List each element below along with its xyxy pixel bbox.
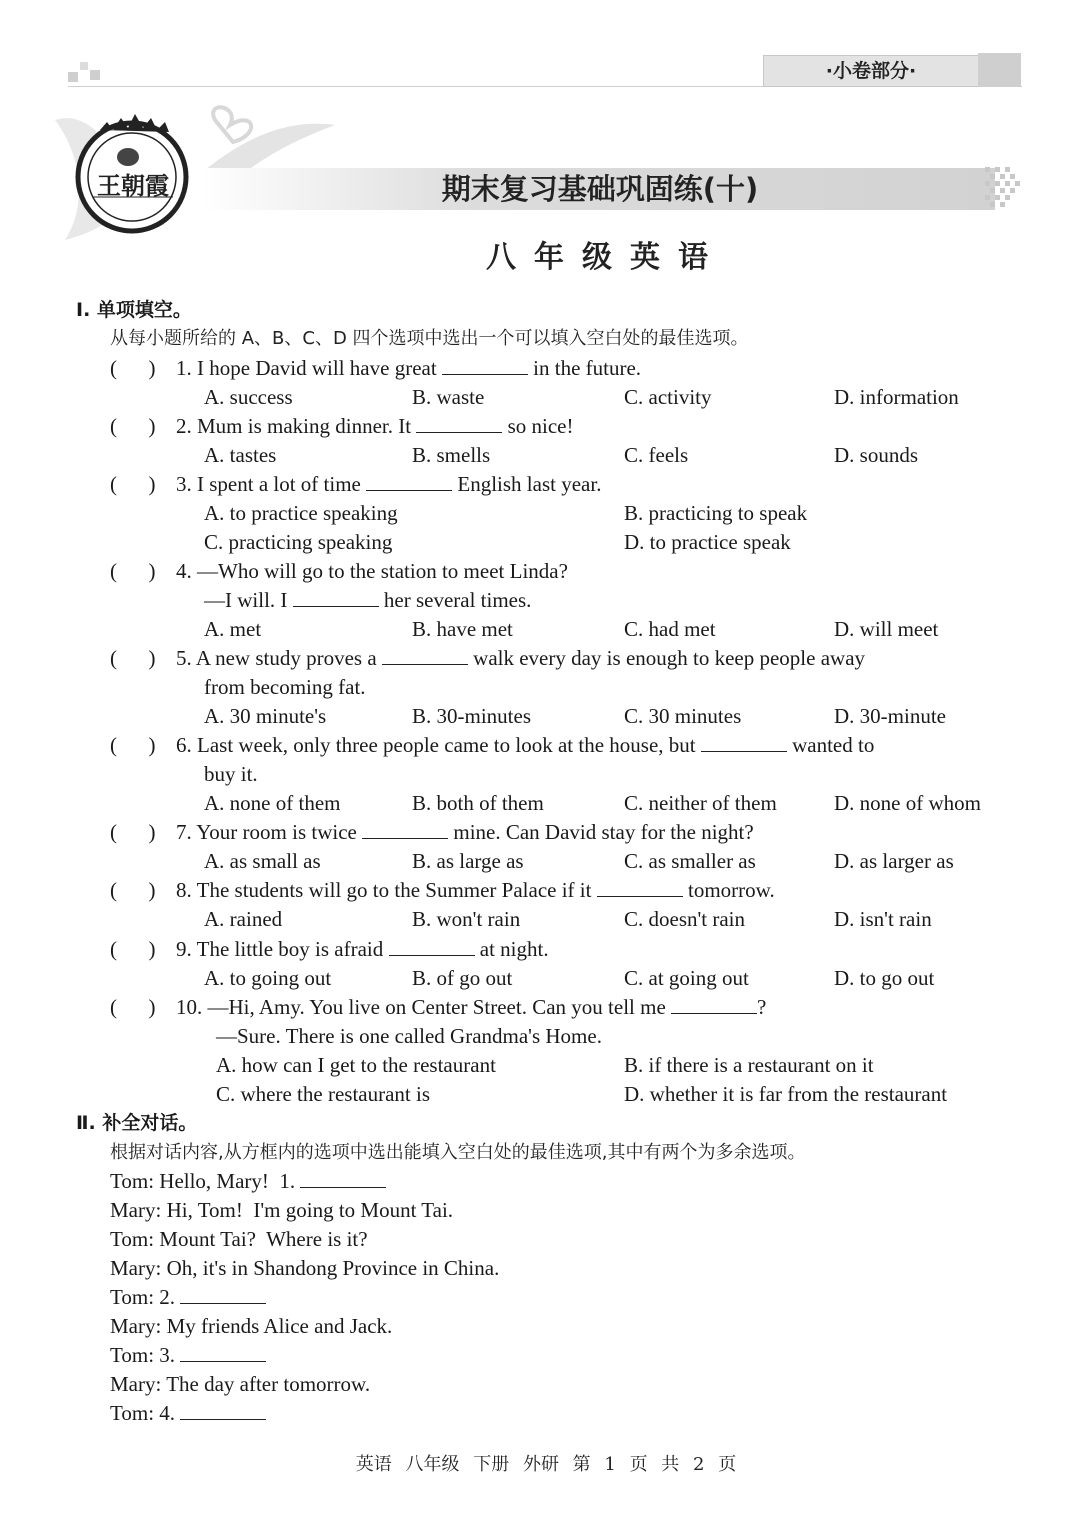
question-line	[176, 993, 766, 1022]
q4-option-c: C. had met	[624, 617, 716, 641]
dialogue-text: Tom: 3.	[110, 1343, 176, 1367]
q7-option-c: C. as smaller as	[624, 849, 756, 873]
q9-number: 9.	[176, 937, 192, 961]
q2-stem-end: so nice!	[507, 414, 574, 438]
q8-stem: The students will go to the Summer Palace if it	[196, 878, 592, 902]
question-line	[176, 557, 568, 586]
q5-blank	[382, 646, 468, 665]
q7-option-b: B. as large as	[412, 849, 524, 873]
page-title: 期末复习基础巩固练(十)	[441, 172, 759, 206]
q3-blank	[366, 472, 452, 491]
q3-stem-end: English last year.	[457, 472, 602, 496]
q6-option-b: B. both of them	[412, 791, 544, 815]
q6-option-a: A. none of them	[204, 791, 341, 815]
q10-stem-end: ?	[757, 995, 767, 1019]
logo-text: 王朝霞	[97, 171, 169, 200]
q8-paren: ( )	[110, 878, 156, 902]
q7-stem-end: mine. Can David stay for the night?	[453, 820, 754, 844]
dialogue-line: Tom: Mount Tai? Where is it?	[110, 1227, 368, 1251]
q9-stem: The little boy is afraid	[196, 937, 384, 961]
q6-stem: Last week, only three people came to look at the house, but	[197, 733, 696, 757]
corner-squares-decoration	[68, 62, 102, 86]
q7-number: 7.	[176, 820, 192, 844]
q2-blank	[416, 414, 502, 433]
q10-blank	[671, 995, 757, 1014]
q9-stem-end: at night.	[479, 937, 549, 961]
tag-block-decoration	[978, 53, 1021, 87]
q4-stem2: —I will. I	[204, 588, 288, 612]
q6-option-d: D. none of whom	[834, 791, 981, 815]
q6-paren: ( )	[110, 733, 156, 757]
q5-option-b: B. 30-minutes	[412, 704, 531, 728]
dialogue-line	[110, 1167, 386, 1196]
q9-option-a: A. to going out	[204, 966, 332, 990]
q2-option-c: C. feels	[624, 443, 689, 467]
q5-option-a: A. 30 minute's	[204, 704, 327, 728]
dialogue-line: Mary: Oh, it's in Shandong Province in China.	[110, 1256, 500, 1280]
dialogue-line: Mary: My friends Alice and Jack.	[110, 1314, 393, 1338]
q3-paren: ( )	[110, 472, 156, 496]
q7-stem: Your room is twice	[196, 820, 357, 844]
q8-option-a: A. rained	[204, 907, 283, 931]
page-footer: 英语 八年级 下册 外研 第 1 页 共 2 页	[355, 1454, 737, 1475]
q7-blank	[362, 820, 448, 839]
dialogue-blank-3	[180, 1343, 266, 1362]
q3-stem: I spent a lot of time	[197, 472, 361, 496]
dialogue-text: Tom: 4.	[110, 1401, 176, 1425]
q2-stem: Mum is making dinner. It	[197, 414, 412, 438]
q9-option-b: B. of go out	[412, 966, 513, 990]
q5-stem2: from becoming fat.	[204, 675, 366, 699]
q10-option-c: C. where the restaurant is	[216, 1082, 431, 1106]
q7-option-a: A. as small as	[204, 849, 321, 873]
section2-heading: Ⅱ. 补全对话。	[76, 1112, 198, 1134]
q8-stem-end: tomorrow.	[687, 878, 775, 902]
q1-paren: ( )	[110, 356, 156, 380]
q3-option-c: C. practicing speaking	[204, 530, 393, 554]
q10-option-d: D. whether it is far from the restaurant	[624, 1082, 948, 1106]
q3-number: 3.	[176, 472, 192, 496]
q2-option-b: B. smells	[412, 443, 491, 467]
section2-instruction: 根据对话内容,从方框内的选项中选出能填入空白处的最佳选项,其中有两个为多余选项。	[110, 1142, 806, 1163]
q4-blank	[293, 588, 379, 607]
q3-option-b: B. practicing to speak	[624, 501, 808, 525]
dialogue-blank-2	[180, 1285, 266, 1304]
q2-option-a: A. tastes	[204, 443, 277, 467]
dialogue-line: Mary: Hi, Tom! I'm going to Mount Tai.	[110, 1198, 454, 1222]
q6-stem2: buy it.	[204, 762, 258, 786]
dialogue-line	[110, 1399, 266, 1428]
dialogue-line	[110, 1283, 266, 1312]
q8-blank	[597, 878, 683, 897]
question-line	[176, 354, 641, 383]
dot-pattern-decoration	[985, 167, 1025, 211]
question-line	[176, 731, 874, 760]
q6-blank	[701, 733, 787, 752]
q8-option-b: B. won't rain	[412, 907, 521, 931]
q2-option-d: D. sounds	[834, 443, 919, 467]
q10-number: 10.	[176, 995, 203, 1019]
q1-option-a: A. success	[204, 385, 293, 409]
q7-option-d: D. as larger as	[834, 849, 954, 873]
q9-paren: ( )	[110, 937, 156, 961]
q1-number: 1.	[176, 356, 192, 380]
q4-number: 4.	[176, 559, 192, 583]
q10-option-a: A. how can I get to the restaurant	[216, 1053, 496, 1077]
q9-blank	[389, 937, 475, 956]
q1-option-d: D. information	[834, 385, 959, 409]
dialogue-blank-4	[180, 1401, 266, 1420]
q5-number: 5.	[176, 646, 192, 670]
question-line	[176, 935, 549, 964]
q1-stem: I hope David will have great	[197, 356, 437, 380]
q5-paren: ( )	[110, 646, 156, 670]
q1-stem-end: in the future.	[533, 356, 642, 380]
question-line	[176, 876, 775, 905]
q2-paren: ( )	[110, 414, 156, 438]
q1-option-b: B. waste	[412, 385, 485, 409]
q9-option-d: D. to go out	[834, 966, 935, 990]
dialogue-text: Tom: Hello, Mary! 1.	[110, 1169, 296, 1193]
q9-option-c: C. at going out	[624, 966, 749, 990]
q10-stem: —Hi, Amy. You live on Center Street. Can you tell me	[207, 995, 666, 1019]
q1-option-c: C. activity	[624, 385, 712, 409]
q5-option-d: D. 30-minute	[834, 704, 946, 728]
q10-stem2: —Sure. There is one called Grandma's Home.	[216, 1024, 602, 1048]
q2-number: 2.	[176, 414, 192, 438]
q8-option-c: C. doesn't rain	[624, 907, 746, 931]
q6-stem-end: wanted to	[792, 733, 875, 757]
q1-blank	[442, 356, 528, 375]
q3-option-d: D. to practice speak	[624, 530, 791, 554]
question-line	[204, 586, 531, 615]
dialogue-line	[110, 1341, 266, 1370]
q6-number: 6.	[176, 733, 192, 757]
q5-stem: A new study proves a	[195, 646, 377, 670]
dialogue-line: Mary: The day after tomorrow.	[110, 1372, 371, 1396]
q4-option-b: B. have met	[412, 617, 513, 641]
q4-paren: ( )	[110, 559, 156, 583]
dialogue-blank-1	[300, 1169, 386, 1188]
dialogue-text: Tom: 2.	[110, 1285, 176, 1309]
question-line	[176, 412, 573, 441]
section1-instruction: 从每小题所给的 A、B、C、D 四个选项中选出一个可以填入空白处的最佳选项。	[110, 328, 749, 349]
q4-option-a: A. met	[204, 617, 262, 641]
q10-option-b: B. if there is a restaurant on it	[624, 1053, 874, 1077]
question-line	[176, 644, 865, 673]
page-subtitle: 八年级英语	[486, 240, 726, 275]
q8-number: 8.	[176, 878, 192, 902]
section1-heading: Ⅰ. 单项填空。	[76, 299, 192, 321]
question-line	[176, 818, 754, 847]
q5-stem-end: walk every day is enough to keep people away	[473, 646, 866, 670]
q7-paren: ( )	[110, 820, 156, 844]
q4-stem: —Who will go to the station to meet Linda?	[197, 559, 568, 583]
q6-option-c: C. neither of them	[624, 791, 777, 815]
q8-option-d: D. isn't rain	[834, 907, 932, 931]
q3-option-a: A. to practice speaking	[204, 501, 398, 525]
q4-option-d: D. will meet	[834, 617, 939, 641]
question-line	[176, 470, 601, 499]
q5-option-c: C. 30 minutes	[624, 704, 742, 728]
q10-paren: ( )	[110, 995, 156, 1019]
q4-stem2-end: her several times.	[383, 588, 532, 612]
section-tag: ·小卷部分·	[763, 55, 979, 87]
